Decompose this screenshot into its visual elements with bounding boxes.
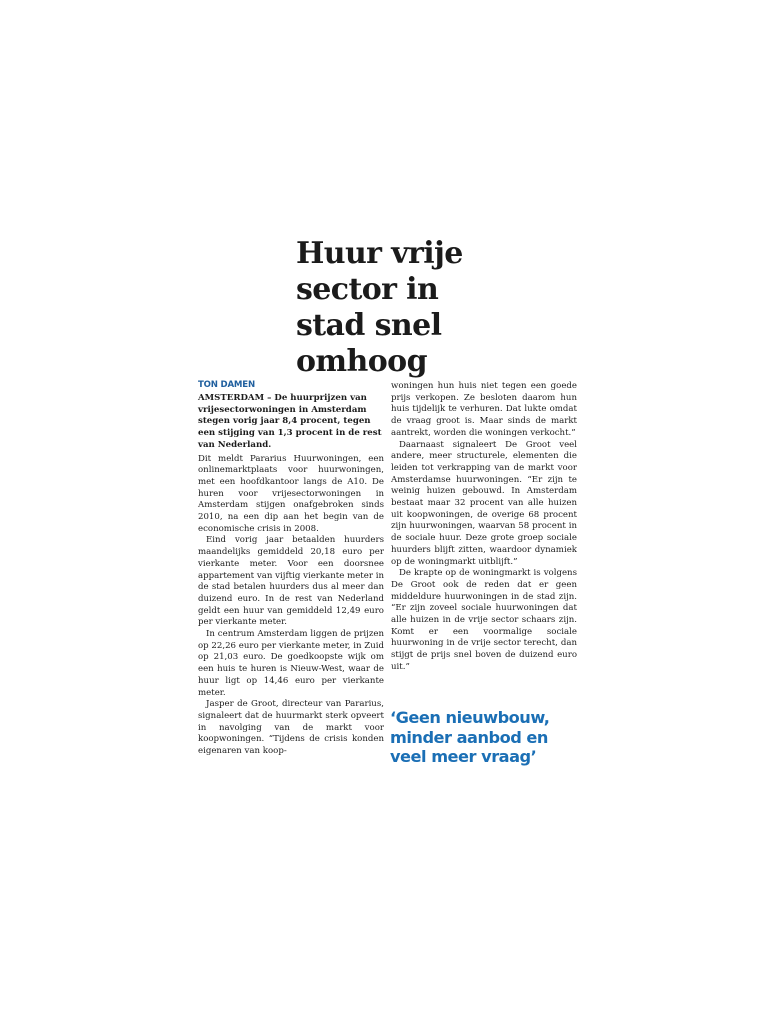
body-paragraph: Jasper de Groot, directeur van Pararius, signaleert dat de huurmarkt sterk opveert in navolging van de markt voor koopwoningen. “Tijdens de crisis konden eigenaren van koop- [198, 699, 384, 757]
pull-quote-line: minder aanbod en [390, 727, 548, 747]
body-paragraph: Daarnaast signaleert De Groot veel andere, meer structurele, elementen die leiden tot verkrapping van de markt voor Amsterdamse huurwoningen. “Er zijn te weinig huizen gebouwd. In Amsterdam bestaat maar 32 procent van alle huizen uit koopwoningen, de overige 68 procent zijn huurwoningen, waarvan 58 procent in de sociale huur. Deze grote groep sociale huurders blijft zitten, waardoor dynamiek op de woningmarkt uitblijft.” [391, 439, 577, 567]
article-lead: AMSTERDAM – De huurprijzen van vrijesectorwoningen in Amsterdam stegen vorig jaar 8,4 procent, tegen een stijging van 1,3 procent in de rest van Nederland. [198, 393, 382, 450]
body-paragraph: De krapte op de woningmarkt is volgens De Groot ook de reden dat er geen middeldure huurwoningen in de stad zijn. “Er zijn zoveel sociale huurwoningen dat alle huizen in de vrije sector schaars zijn. Komt er een voormalige sociale huurwoning in de vrije sector terecht, dan stijgt de prijs snel boven de duizend euro uit.” [391, 568, 577, 672]
pull-quote-line: ‘Geen nieuwbouw, [390, 708, 550, 727]
headline-line: stad snel [296, 308, 442, 343]
body-paragraph: Dit meldt Pararius Huurwoningen, een onlinemarktplaats voor huurwoningen, met een hoofdkantoor langs de A10. De huren voor vrijesectorwoningen in Amsterdam stijgen onafgebroken sinds 2010, na een dip aan het begin van de economische crisis in 2008. [198, 453, 384, 534]
headline [296, 236, 556, 380]
article-column-left [198, 380, 384, 758]
body-paragraph: In centrum Amsterdam liggen de prijzen op 22,26 euro per vierkante meter, in Zuid op 21,03 euro. De goedkoopste wijk om een huis te huren is Nieuw-West, waar de huur ligt op 14,46 euro per vierkante meter. [198, 629, 384, 698]
headline-line: sector in [296, 272, 439, 307]
body-paragraph: woningen hun huis niet tegen een goede prijs verkopen. Ze besloten daarom hun huis tijdelijk te verhuren. Dat lukte omdat de vraag groot is. Maar sinds de markt aantrekt, worden die woningen verkocht.” [391, 381, 577, 438]
headline-line: omhoog [296, 344, 427, 379]
byline: TON DAMEN [198, 380, 255, 390]
pull-quote-line: veel meer vraag’ [390, 747, 537, 766]
pull-quote [390, 708, 590, 767]
article-column-right [391, 381, 577, 674]
headline-line: Huur vrije [296, 236, 463, 271]
body-paragraph: Eind vorig jaar betaalden huurders maandelijks gemiddeld 20,18 euro per vierkante meter. Voor een doorsnee appartement van vijftig vierkante meter in de stad betalen huurders dus al meer dan duizend euro. In de rest van Nederland geldt een huur van gemiddeld 12,49 euro per vierkante meter. [198, 535, 384, 628]
